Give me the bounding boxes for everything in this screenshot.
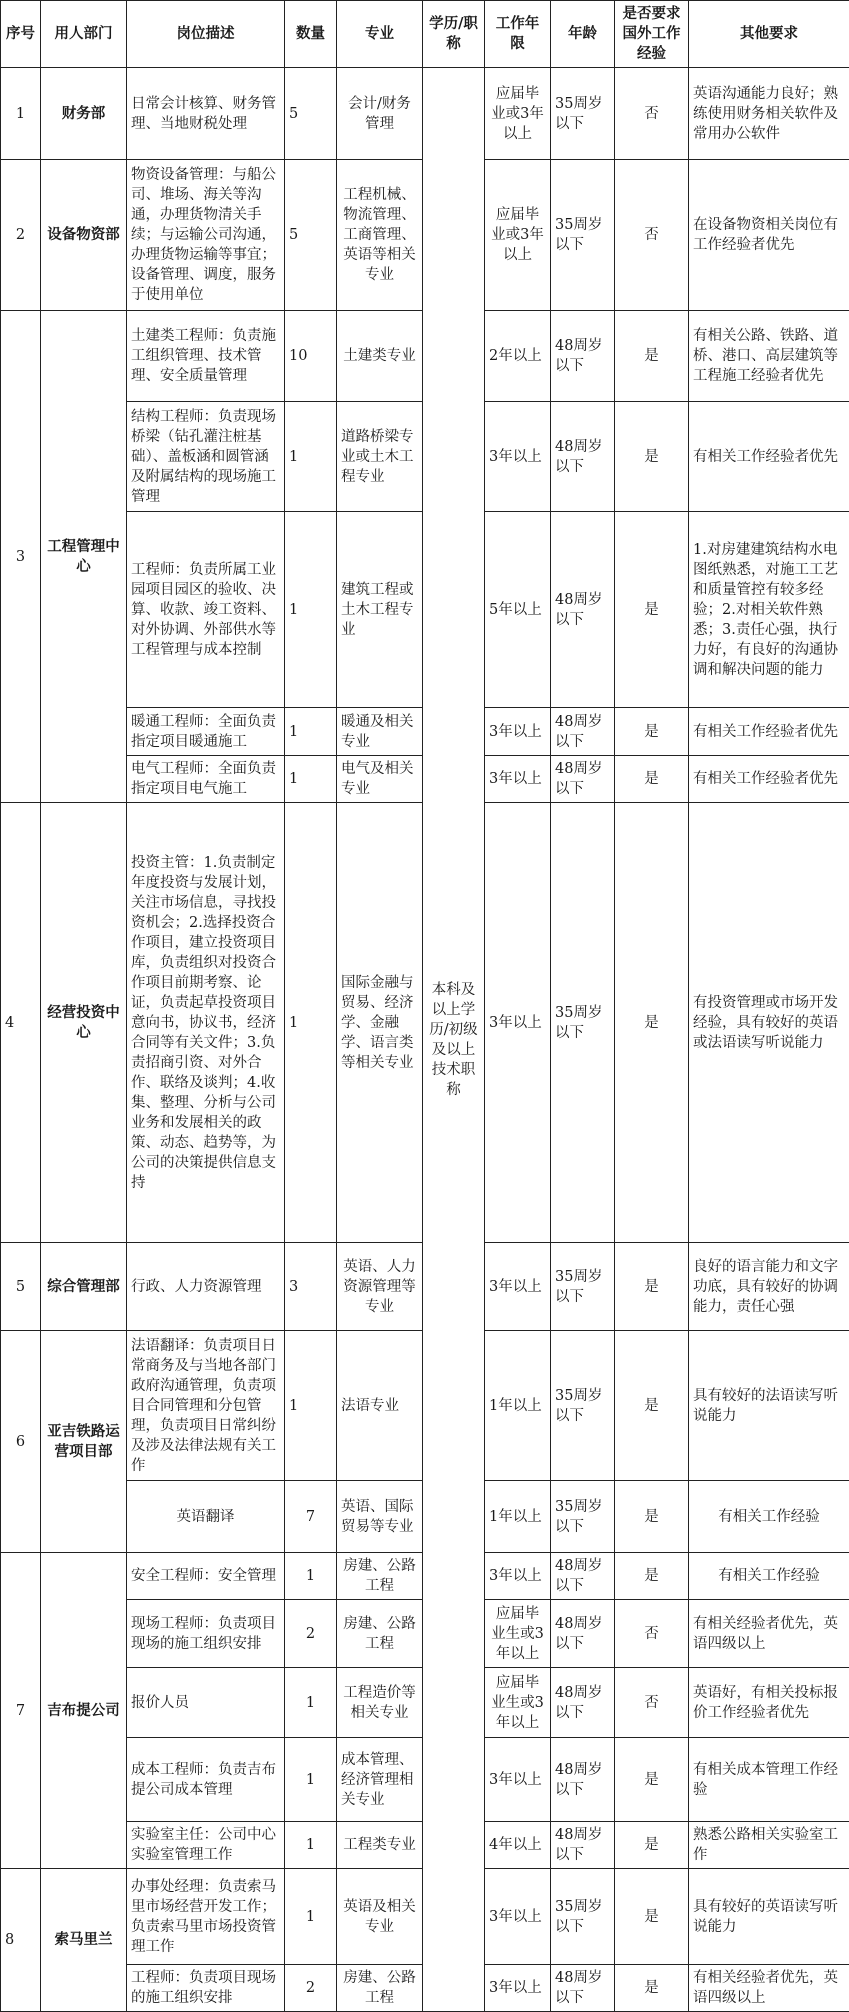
desc-cell: 电气工程师：全面负责指定项目电气施工	[127, 756, 285, 803]
other-cell: 良好的语言能力和文字功底，具有较好的协调能力，责任心强	[689, 1243, 849, 1331]
other-cell: 具有较好的英语读写听说能力	[689, 1869, 849, 1965]
desc-cell: 成本工程师：负责吉布提公司成本管理	[127, 1738, 285, 1822]
seq-cell: 3	[1, 311, 41, 803]
major-cell: 土建类专业	[337, 311, 423, 402]
other-cell: 有相关经验者优先，英语四级以上	[689, 1965, 849, 2012]
abroad-cell: 是	[615, 1738, 689, 1822]
years-cell: 应届毕业或3年以上	[485, 160, 551, 311]
other-cell: 有相关工作经验者优先	[689, 756, 849, 803]
major-cell: 法语专业	[337, 1331, 423, 1481]
other-cell: 具有较好的法语读写听说能力	[689, 1331, 849, 1481]
age-cell: 48周岁以下	[551, 1965, 615, 2012]
years-cell: 4年以上	[485, 1822, 551, 1869]
header-dept: 用人部门	[41, 1, 127, 68]
years-cell: 应届毕业生或3年以上	[485, 1600, 551, 1668]
age-cell: 48周岁以下	[551, 1822, 615, 1869]
major-cell: 建筑工程或土木工程专业	[337, 512, 423, 708]
other-cell: 有相关工作经验者优先	[689, 708, 849, 756]
major-cell: 房建、公路工程	[337, 1553, 423, 1600]
desc-cell: 日常会计核算、财务管理、当地财税处理	[127, 68, 285, 160]
seq-cell: 5	[1, 1243, 41, 1331]
qty-cell: 1	[285, 402, 337, 512]
desc-cell: 工程师：负责项目现场的施工组织安排	[127, 1965, 285, 2012]
other-cell: 有投资管理或市场开发经验，具有较好的英语或法语读写听说能力	[689, 803, 849, 1243]
header-row	[1, 1, 849, 68]
dept-cell: 财务部	[41, 68, 127, 160]
major-cell: 工程造价等相关专业	[337, 1668, 423, 1738]
desc-cell: 法语翻译：负责项目日常商务及与当地各部门政府沟通管理，负责项目合同管理和分包管理，负责项目日常纠纷及涉及法律法规有关工作	[127, 1331, 285, 1481]
dept-cell: 设备物资部	[41, 160, 127, 311]
abroad-cell: 是	[615, 756, 689, 803]
qty-cell: 5	[285, 160, 337, 311]
dept-cell: 吉布提公司	[41, 1553, 127, 1869]
table-row	[1, 68, 849, 160]
other-cell: 熟悉公路相关实验室工作	[689, 1822, 849, 1869]
years-cell: 应届毕业或3年以上	[485, 68, 551, 160]
desc-cell: 工程师：负责所属工业园项目园区的验收、决算、收款、竣工资料、对外协调、外部供水等工程管理与成本控制	[127, 512, 285, 708]
dept-cell: 综合管理部	[41, 1243, 127, 1331]
age-cell: 35周岁以下	[551, 803, 615, 1243]
age-cell: 48周岁以下	[551, 512, 615, 708]
major-cell: 英语、人力资源管理等专业	[337, 1243, 423, 1331]
dept-cell: 亚吉铁路运营项目部	[41, 1331, 127, 1553]
other-cell: 英语沟通能力良好；熟练使用财务相关软件及常用办公软件	[689, 68, 849, 160]
age-cell: 35周岁以下	[551, 1869, 615, 1965]
abroad-cell: 是	[615, 1481, 689, 1553]
qty-cell: 2	[285, 1600, 337, 1668]
age-cell: 35周岁以下	[551, 160, 615, 311]
desc-cell: 投资主管：1.负责制定年度投资与发展计划，关注市场信息，寻找投资机会；2.选择投资合作项目，建立投资项目库，负责组织对投资合作项目前期考察、论证，负责起草投资项目意向书，协议书，经济合同等有关文件；3.负责招商引资、对外合作、联络及谈判；4.收集、整理、分析与公司业务和发展相关的政策、动态、趋势等，为公司的决策提供信息支持	[127, 803, 285, 1243]
seq-cell: 1	[1, 68, 41, 160]
years-cell: 3年以上	[485, 1869, 551, 1965]
abroad-cell: 是	[615, 311, 689, 402]
age-cell: 48周岁以下	[551, 1668, 615, 1738]
header-other: 其他要求	[689, 1, 849, 68]
age-cell: 48周岁以下	[551, 402, 615, 512]
desc-cell: 报价人员	[127, 1668, 285, 1738]
abroad-cell: 否	[615, 1668, 689, 1738]
other-cell: 1.对房建建筑结构水电图纸熟悉，对施工工艺和质量管控有较多经验；2.对相关软件熟悉；3.责任心强，执行力好，有良好的沟通协调和解决问题的能力	[689, 512, 849, 708]
years-cell: 3年以上	[485, 1965, 551, 2012]
desc-cell: 安全工程师：安全管理	[127, 1553, 285, 1600]
qty-cell: 2	[285, 1965, 337, 2012]
major-cell: 英语、国际贸易等专业	[337, 1481, 423, 1553]
years-cell: 3年以上	[485, 803, 551, 1243]
years-cell: 3年以上	[485, 708, 551, 756]
header-desc: 岗位描述	[127, 1, 285, 68]
major-cell: 电气及相关专业	[337, 756, 423, 803]
qty-cell: 1	[285, 1869, 337, 1965]
years-cell: 5年以上	[485, 512, 551, 708]
header-age: 年龄	[551, 1, 615, 68]
major-cell: 房建、公路工程	[337, 1965, 423, 2012]
qty-cell: 1	[285, 708, 337, 756]
seq-cell: 7	[1, 1553, 41, 1869]
years-cell: 1年以上	[485, 1331, 551, 1481]
desc-cell: 办事处经理：负责索马里市场经营开发工作；负责索马里市场投资管理工作	[127, 1869, 285, 1965]
dept-cell: 索马里兰	[41, 1869, 127, 2012]
seq-cell: 2	[1, 160, 41, 311]
age-cell: 48周岁以下	[551, 756, 615, 803]
abroad-cell: 是	[615, 1243, 689, 1331]
abroad-cell: 是	[615, 1331, 689, 1481]
years-cell: 2年以上	[485, 311, 551, 402]
other-cell: 有相关工作经验者优先	[689, 402, 849, 512]
qty-cell: 1	[285, 756, 337, 803]
abroad-cell: 是	[615, 708, 689, 756]
abroad-cell: 是	[615, 1869, 689, 1965]
years-cell: 3年以上	[485, 402, 551, 512]
dept-cell: 经营投资中心	[41, 803, 127, 1243]
header-abroad: 是否要求国外工作经验	[615, 1, 689, 68]
qty-cell: 1	[285, 1668, 337, 1738]
qty-cell: 1	[285, 1738, 337, 1822]
years-cell: 3年以上	[485, 1243, 551, 1331]
header-seq: 序号	[1, 1, 41, 68]
qty-cell: 3	[285, 1243, 337, 1331]
major-cell: 道路桥梁专业或土木工程专业	[337, 402, 423, 512]
desc-cell: 行政、人力资源管理	[127, 1243, 285, 1331]
dept-cell: 工程管理中心	[41, 311, 127, 803]
qty-cell: 1	[285, 803, 337, 1243]
desc-cell: 英语翻译	[127, 1481, 285, 1553]
abroad-cell: 否	[615, 68, 689, 160]
qty-cell: 1	[285, 1822, 337, 1869]
abroad-cell: 是	[615, 1553, 689, 1600]
age-cell: 48周岁以下	[551, 1600, 615, 1668]
age-cell: 48周岁以下	[551, 1738, 615, 1822]
age-cell: 35周岁以下	[551, 1243, 615, 1331]
major-cell: 国际金融与贸易、经济学、金融学、语言类等相关专业	[337, 803, 423, 1243]
abroad-cell: 是	[615, 1822, 689, 1869]
age-cell: 48周岁以下	[551, 1553, 615, 1600]
age-cell: 35周岁以下	[551, 68, 615, 160]
abroad-cell: 是	[615, 402, 689, 512]
other-cell: 有相关公路、铁路、道桥、港口、高层建筑等工程施工经验者优先	[689, 311, 849, 402]
years-cell: 应届毕业生或3年以上	[485, 1668, 551, 1738]
desc-cell: 物资设备管理：与船公司、堆场、海关等沟通，办理货物清关手续；与运输公司沟通，办理货物运输等事宜；设备管理、调度，服务于使用单位	[127, 160, 285, 311]
other-cell: 有相关工作经验	[689, 1553, 849, 1600]
major-cell: 暖通及相关专业	[337, 708, 423, 756]
other-cell: 有相关经验者优先，英语四级以上	[689, 1600, 849, 1668]
education-cell: 本科及以上学历/初级及以上技术职称	[423, 68, 485, 2012]
desc-cell: 土建类工程师：负责施工组织管理、技术管理、安全质量管理	[127, 311, 285, 402]
major-cell: 工程机械、物流管理、工商管理、英语等相关专业	[337, 160, 423, 311]
desc-cell: 结构工程师：负责现场桥梁（钻孔灌注桩基础）、盖板涵和圆管涵及附属结构的现场施工管理	[127, 402, 285, 512]
desc-cell: 实验室主任：公司中心实验室管理工作	[127, 1822, 285, 1869]
other-cell: 在设备物资相关岗位有工作经验者优先	[689, 160, 849, 311]
years-cell: 3年以上	[485, 1553, 551, 1600]
years-cell: 3年以上	[485, 756, 551, 803]
years-cell: 1年以上	[485, 1481, 551, 1553]
abroad-cell: 是	[615, 1965, 689, 2012]
seq-cell: 6	[1, 1331, 41, 1553]
other-cell: 有相关工作经验	[689, 1481, 849, 1553]
seq-cell: 4	[1, 803, 41, 1243]
seq-cell: 8	[1, 1869, 41, 2012]
qty-cell: 1	[285, 1331, 337, 1481]
major-cell: 房建、公路工程	[337, 1600, 423, 1668]
qty-cell: 5	[285, 68, 337, 160]
abroad-cell: 否	[615, 1600, 689, 1668]
other-cell: 有相关成本管理工作经验	[689, 1738, 849, 1822]
qty-cell: 1	[285, 1553, 337, 1600]
major-cell: 英语及相关专业	[337, 1869, 423, 1965]
desc-cell: 暖通工程师：全面负责指定项目暖通施工	[127, 708, 285, 756]
years-cell: 3年以上	[485, 1738, 551, 1822]
desc-cell: 现场工程师：负责项目现场的施工组织安排	[127, 1600, 285, 1668]
other-cell: 英语好，有相关投标报价工作经验者优先	[689, 1668, 849, 1738]
header-years: 工作年限	[485, 1, 551, 68]
age-cell: 35周岁以下	[551, 1331, 615, 1481]
age-cell: 35周岁以下	[551, 1481, 615, 1553]
qty-cell: 10	[285, 311, 337, 402]
header-education: 学历/职称	[423, 1, 485, 68]
abroad-cell: 是	[615, 803, 689, 1243]
qty-cell: 1	[285, 512, 337, 708]
age-cell: 48周岁以下	[551, 311, 615, 402]
header-major: 专业	[337, 1, 423, 68]
major-cell: 会计/财务管理	[337, 68, 423, 160]
major-cell: 成本管理、经济管理相关专业	[337, 1738, 423, 1822]
qty-cell: 7	[285, 1481, 337, 1553]
abroad-cell: 是	[615, 512, 689, 708]
major-cell: 工程类专业	[337, 1822, 423, 1869]
header-qty: 数量	[285, 1, 337, 68]
age-cell: 48周岁以下	[551, 708, 615, 756]
abroad-cell: 否	[615, 160, 689, 311]
